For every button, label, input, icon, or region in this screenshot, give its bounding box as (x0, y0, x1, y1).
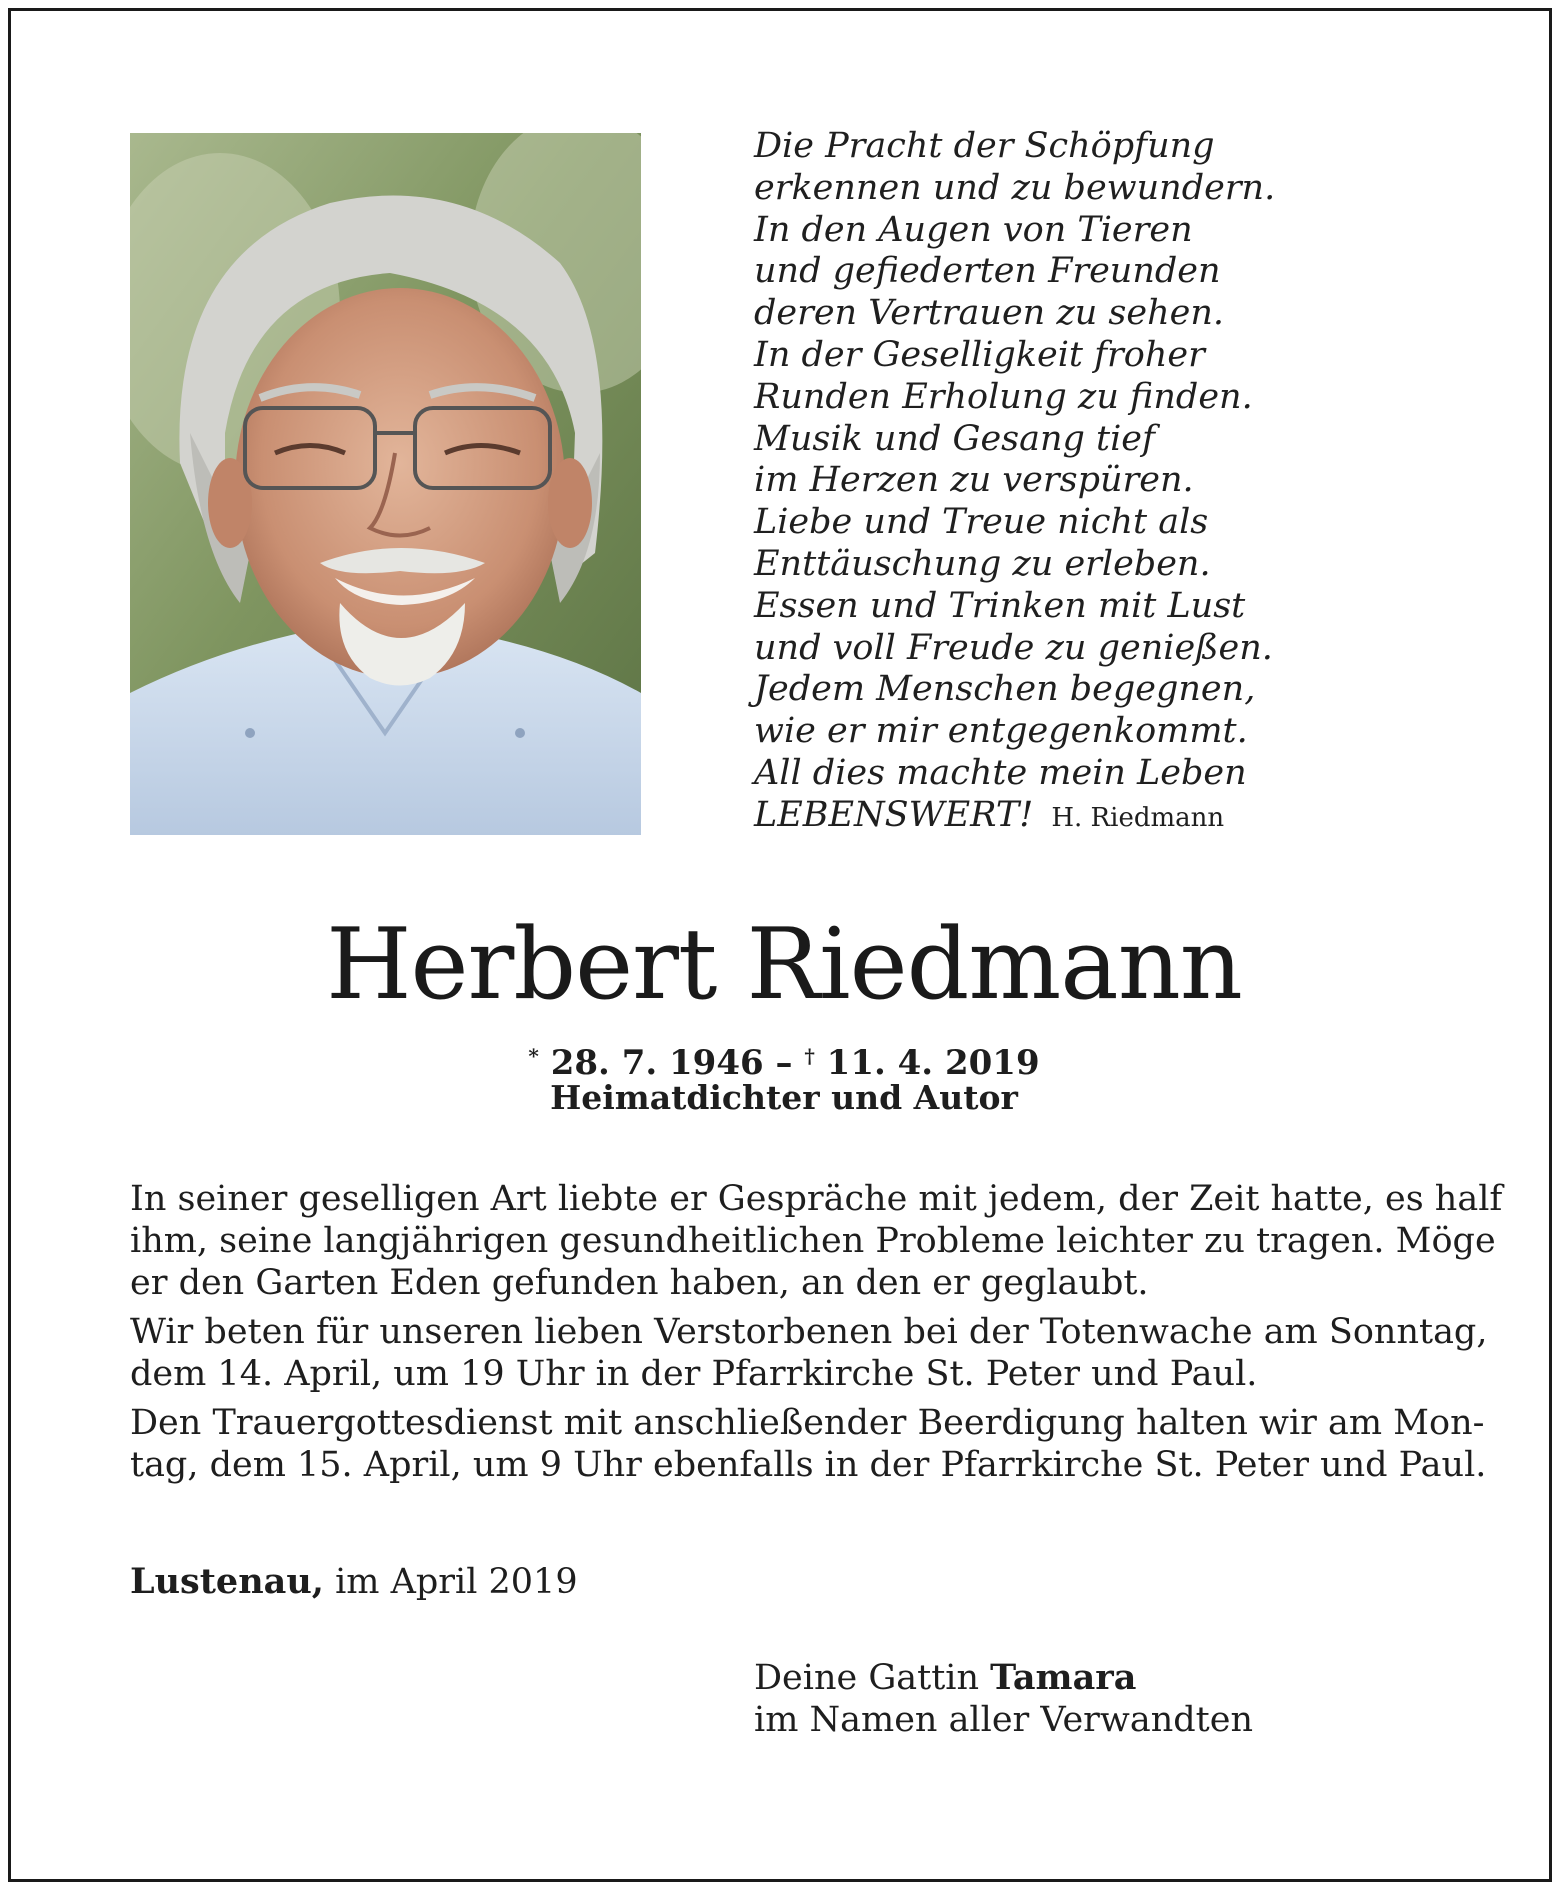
poem (754, 126, 1354, 840)
place-and-date (130, 1561, 578, 1603)
poem-line: und gefiederten Freunden (754, 251, 1221, 292)
portrait-photo (130, 133, 641, 835)
birth-date: 28. 7. 1946 (550, 1043, 764, 1083)
poem-line: im Herzen zu verspüren. (754, 460, 1194, 501)
poem-line: Essen und Trinken mit Lust (754, 585, 1246, 626)
death-symbol: † (804, 1044, 815, 1068)
closing-line-relatives: im Namen aller Verwandten (754, 1700, 1253, 1740)
poem-signature: H. Riedmann (1051, 802, 1225, 833)
paragraph-wake (130, 1311, 1488, 1395)
birth-symbol: * (528, 1044, 539, 1068)
closing-line (754, 1657, 1253, 1699)
poem-line: erkennen und zu bewundern. (754, 167, 1276, 208)
obituary-text (130, 1178, 1503, 1493)
date-separator: – (775, 1043, 793, 1083)
text-line: ihm, seine langjährigen gesundheitlichen Probleme leichter zu tragen. Möge (130, 1221, 1496, 1261)
poem-line: All dies machte mein Leben (754, 752, 1247, 793)
poem-line: und voll Freude zu genießen. (754, 627, 1273, 668)
poem-line: deren Vertrauen zu sehen. (754, 293, 1225, 334)
poem-line: Musik und Gesang tief (754, 418, 1155, 459)
text-line: dem 14. April, um 19 Uhr in der Pfarrkirche St. Peter und Paul. (130, 1354, 1258, 1394)
spouse-name: Tamara (990, 1657, 1137, 1698)
paragraph-funeral (130, 1402, 1487, 1486)
poem-line: Liebe und Treue nicht als (754, 502, 1209, 543)
text-line: Den Trauergottesdienst mit anschließender Beerdigung halten wir am Mon- (130, 1403, 1485, 1443)
text-line: In seiner geselligen Art liebte er Gespräche mit jedem, der Zeit hatte, es half (130, 1179, 1503, 1219)
poem-last-line (754, 795, 1354, 840)
closing-prefix: Deine Gattin (754, 1658, 991, 1698)
life-dates (0, 1036, 1568, 1083)
town: Lustenau, (130, 1561, 324, 1602)
deceased-role: Heimatdichter und Autor (550, 1078, 1018, 1117)
notice-date: im April 2019 (323, 1562, 578, 1602)
text-line: tag, dem 15. April, um 9 Uhr ebenfalls in der Pfarrkirche St. Peter und Paul. (130, 1445, 1487, 1485)
poem-line: Runden Erholung zu finden. (754, 376, 1253, 417)
paragraph-tribute (130, 1178, 1503, 1304)
poem-line: In der Geselligkeit froher (754, 334, 1205, 375)
poem-line: Die Pracht der Schöpfung (754, 126, 1215, 166)
poem-line: In den Augen von Tieren (754, 209, 1193, 250)
closing-signature (754, 1657, 1253, 1741)
poem-line: wie er mir entgegenkommt. (754, 711, 1248, 752)
poem-emphasis: LEBENSWERT! (754, 794, 1034, 835)
deceased-name: Herbert Riedmann (326, 908, 1242, 1022)
poem-line: Enttäuschung zu erleben. (754, 543, 1211, 584)
text-line: er den Garten Eden gefunden haben, an den er geglaubt. (130, 1263, 1149, 1303)
text-line: Wir beten für unseren lieben Verstorbenen bei der Totenwache am Sonntag, (130, 1312, 1488, 1352)
poem-line: Jedem Menschen begegnen, (754, 669, 1256, 710)
death-date: 11. 4. 2019 (826, 1043, 1040, 1083)
